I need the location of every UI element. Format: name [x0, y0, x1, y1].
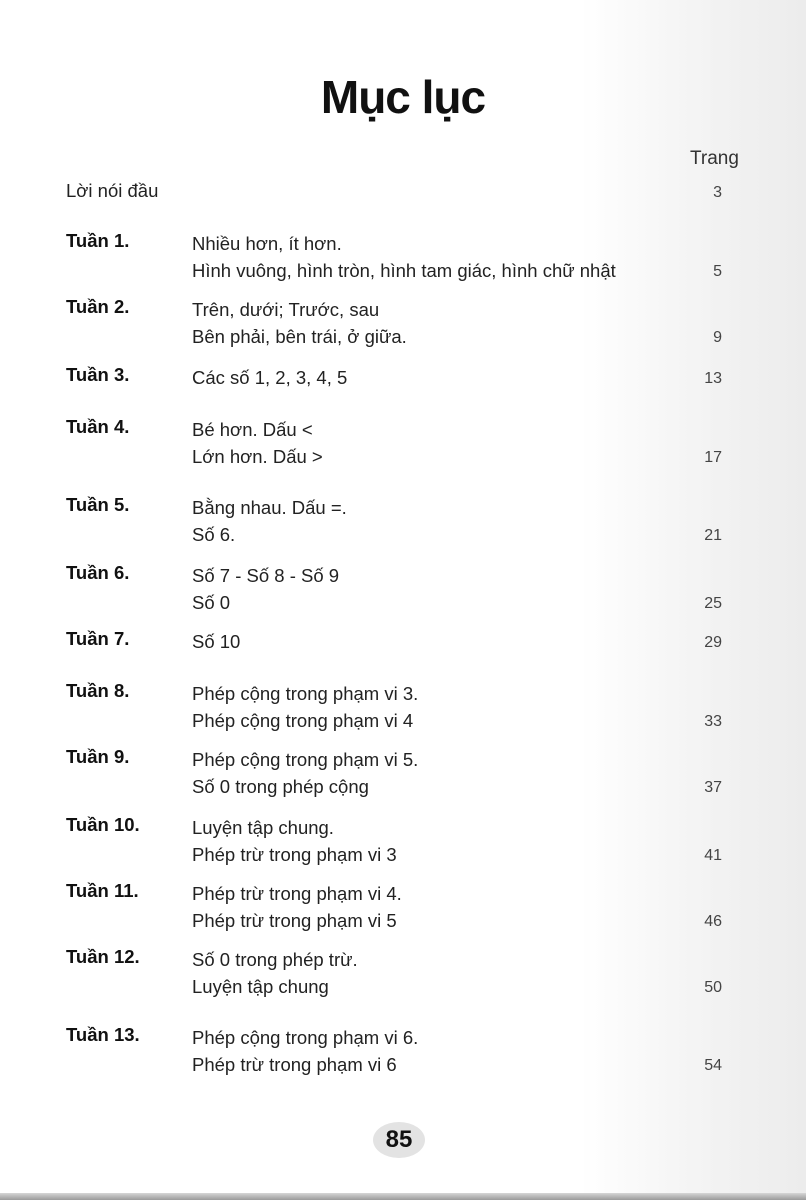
toc-topic-lines — [192, 746, 418, 800]
toc-topic: Luyện tập chung. — [192, 817, 334, 838]
toc-topic: Số 0 — [192, 592, 231, 613]
toc-topic: Phép cộng trong phạm vi 6. — [192, 1027, 419, 1048]
toc-week-label: Tuần 7. — [66, 628, 130, 649]
toc-page-number: 25 — [704, 595, 722, 612]
toc-topic: Phép cộng trong phạm vi 3. — [192, 683, 419, 704]
toc-week-label: Tuần 5. — [66, 494, 130, 515]
toc-topic-lines — [192, 628, 240, 655]
toc-week-label: Tuần 4. — [66, 416, 130, 437]
page-bottom-edge — [0, 1193, 806, 1200]
toc-topic: Số 10 — [192, 631, 241, 652]
toc-page-number: 13 — [704, 370, 722, 387]
toc-week-label: Tuần 10. — [66, 814, 140, 835]
page-column-header: Trang — [690, 148, 739, 169]
toc-topic: Nhiều hơn, ít hơn. — [192, 233, 342, 254]
toc-topic: Lớn hơn. Dấu > — [192, 446, 323, 467]
toc-page-number: 17 — [704, 449, 722, 466]
intro-page-number: 3 — [713, 184, 722, 201]
toc-topic: Bé hơn. Dấu < — [192, 419, 313, 440]
toc-week-label: Tuần 2. — [66, 296, 130, 317]
toc-week-label: Tuần 11. — [66, 880, 139, 901]
toc-page-number: 5 — [713, 263, 722, 280]
page-number-badge — [373, 1122, 425, 1158]
toc-topic-lines — [192, 296, 407, 350]
toc-topic: Phép trừ trong phạm vi 6 — [192, 1054, 397, 1075]
toc-page-number: 54 — [704, 1057, 722, 1074]
toc-topic: Trên, dưới; Trước, sau — [192, 299, 380, 320]
toc-page-number: 21 — [704, 527, 722, 544]
toc-topic: Phép cộng trong phạm vi 4 — [192, 710, 414, 731]
page-number: 85 — [385, 1126, 413, 1153]
toc-page-number: 33 — [704, 713, 722, 730]
toc-topic-lines — [192, 364, 347, 391]
toc-topic-lines — [192, 562, 339, 616]
toc-topic-lines — [192, 946, 358, 1000]
toc-week-label: Tuần 13. — [66, 1024, 140, 1045]
toc-topic-lines — [192, 1024, 418, 1078]
page-title: Mục lục — [320, 71, 486, 123]
toc-topic: Các số 1, 2, 3, 4, 5 — [192, 367, 348, 388]
toc-week-label: Tuần 1. — [66, 230, 130, 251]
toc-topic-lines — [192, 416, 323, 470]
toc-page-number: 46 — [704, 913, 722, 930]
toc-page-number: 37 — [704, 779, 722, 796]
toc-topic: Phép cộng trong phạm vi 5. — [192, 749, 419, 770]
toc-topic: Số 7 - Số 8 - Số 9 — [192, 565, 340, 586]
toc-week-label: Tuần 6. — [66, 562, 130, 583]
toc-topic-lines — [192, 680, 418, 734]
toc-topic: Số 0 trong phép cộng — [192, 776, 369, 797]
toc-week-label: Tuần 8. — [66, 680, 130, 701]
intro-label: Lời nói đầu — [66, 180, 159, 201]
toc-topic: Bên phải, bên trái, ở giữa. — [192, 326, 407, 347]
toc-week-label: Tuần 3. — [66, 364, 130, 385]
toc-week-label: Tuần 9. — [66, 746, 130, 767]
toc-topic: Phép trừ trong phạm vi 3 — [192, 844, 397, 865]
toc-topic: Phép trừ trong phạm vi 4. — [192, 883, 402, 904]
toc-topic: Số 6. — [192, 524, 236, 545]
toc-topic-lines — [192, 230, 616, 284]
toc-page-number: 50 — [704, 979, 722, 996]
toc-topic: Số 0 trong phép trừ. — [192, 949, 358, 970]
toc-page-number: 9 — [713, 329, 722, 346]
toc-page-number: 41 — [704, 847, 722, 864]
toc-week-label: Tuần 12. — [66, 946, 140, 967]
toc-topic-lines — [192, 814, 397, 868]
toc-topic-lines — [192, 494, 347, 548]
toc-topic: Bằng nhau. Dấu =. — [192, 497, 347, 518]
toc-topic: Luyện tập chung — [192, 976, 329, 997]
toc-topic: Hình vuông, hình tròn, hình tam giác, hình chữ nhật — [192, 260, 616, 281]
toc-topic-lines — [192, 880, 402, 934]
toc-page-number: 29 — [704, 634, 722, 651]
toc-topic: Phép trừ trong phạm vi 5 — [192, 910, 397, 931]
